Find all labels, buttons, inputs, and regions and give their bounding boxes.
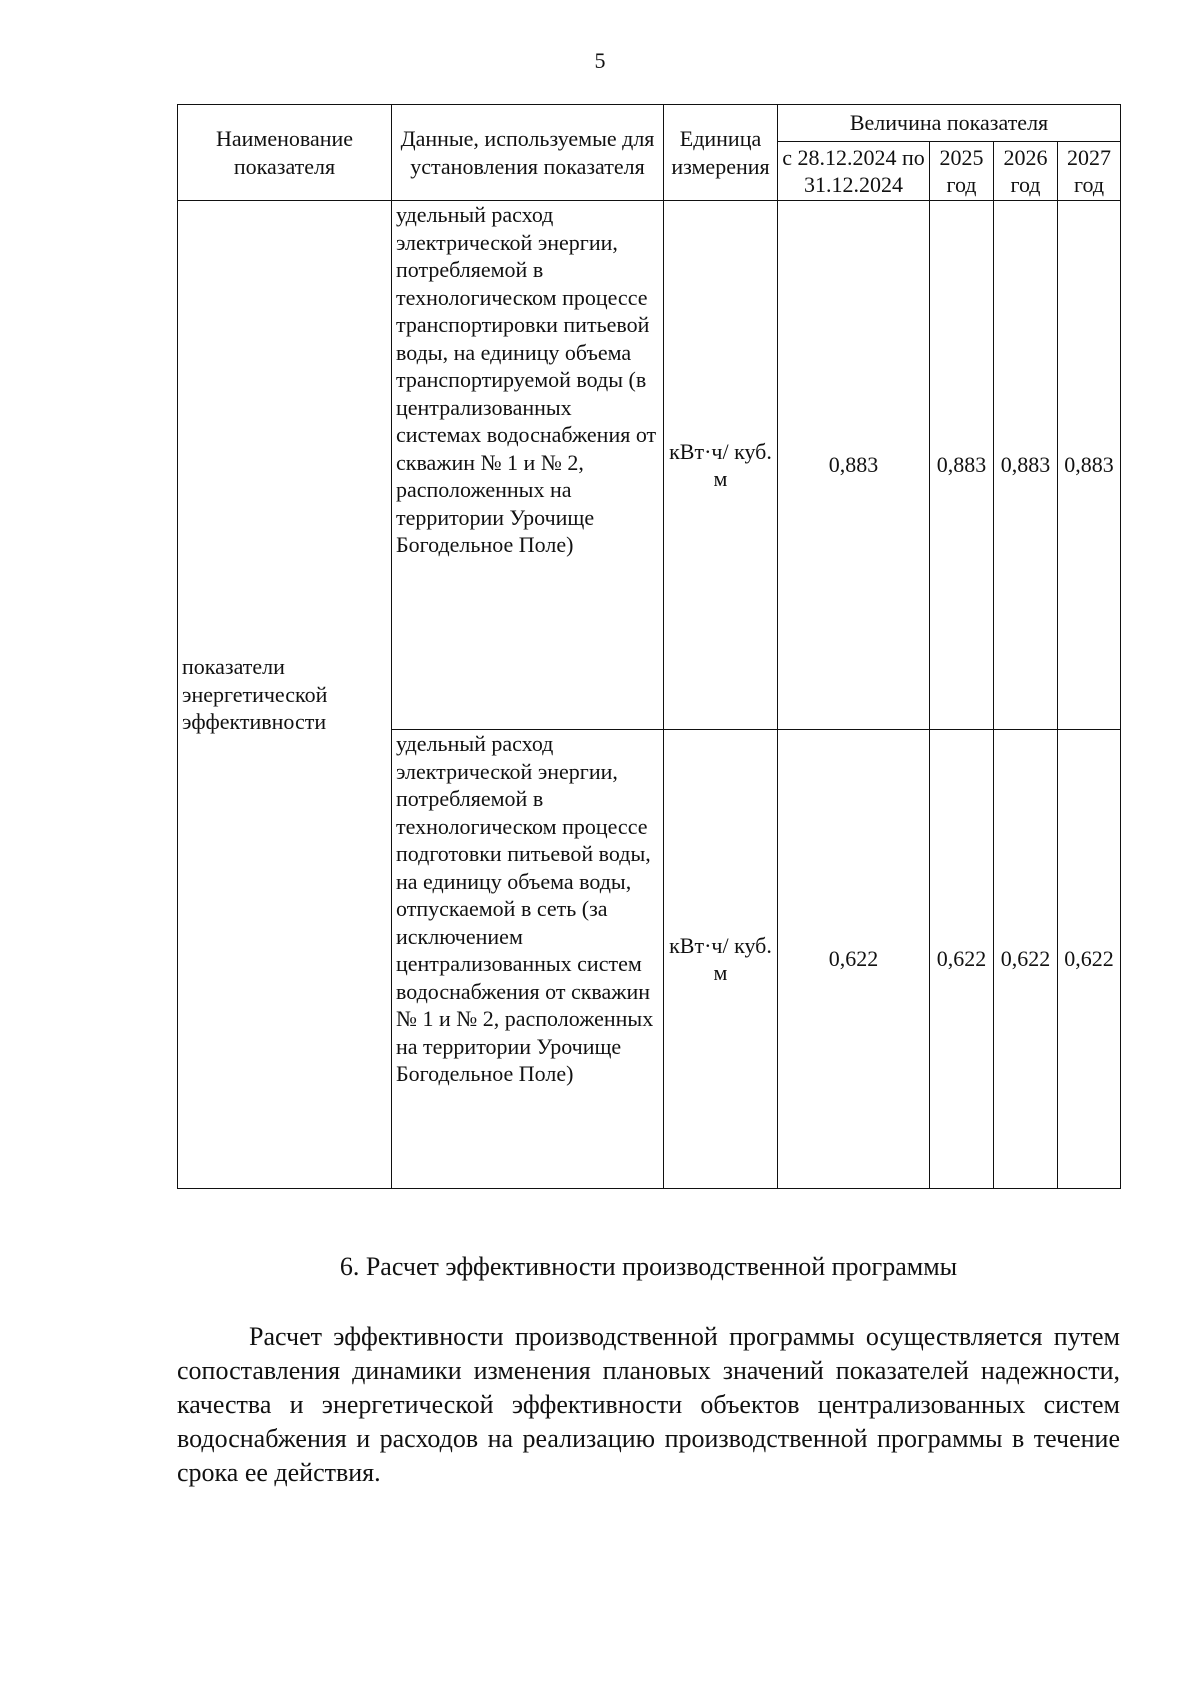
value-2025: 0,622 [930, 730, 994, 1189]
value-2025: 0,883 [930, 201, 994, 730]
indicator-unit: кВт·ч/ куб. м [664, 730, 778, 1189]
value-2027: 0,883 [1058, 201, 1121, 730]
value-period-2024: 0,883 [778, 201, 930, 730]
value-2026: 0,622 [994, 730, 1058, 1189]
indicator-group-name: показатели энергетической эффективности [178, 201, 392, 1189]
header-data-used: Данные, используемые для установления показателя [392, 105, 664, 201]
indicator-unit: кВт·ч/ куб. м [664, 201, 778, 730]
header-year-2025: 2025 год [930, 142, 994, 201]
header-value-group: Величина показателя [778, 105, 1121, 142]
value-2026: 0,883 [994, 201, 1058, 730]
table-row [178, 201, 1121, 730]
section-heading: 6. Расчет эффективности производственной программы [339, 1252, 958, 1281]
header-unit: Единица измерения [664, 105, 778, 201]
indicator-description: удельный расход электрической энергии, потребляемой в технологическом процессе подготовки питьевой воды, на единицу объема воды, отпускаемой в сеть (за исключением централизованных систем водоснабжения от скважин № 1 и № 2, расположенных на территории Урочище Богодельное Поле) [392, 730, 664, 1189]
header-indicator-name: Наименование показателя [178, 105, 392, 201]
header-period-2024: с 28.12.2024 по 31.12.2024 [778, 142, 930, 201]
header-year-2027: 2027 год [1058, 142, 1121, 201]
value-2027: 0,622 [1058, 730, 1121, 1189]
value-period-2024: 0,622 [778, 730, 930, 1189]
indicators-table [177, 104, 1121, 1189]
section-paragraph: Расчет эффективности производственной программы осуществляется путем сопоставления динамики изменения плановых значений показателей надежности, качества и энергетической эффективности объектов централизованных систем водоснабжения и расходов на реализацию производственной программы в течение срока ее действия. [177, 1322, 1120, 1487]
indicator-description: удельный расход электрической энергии, потребляемой в технологическом процессе транспортировки питьевой воды, на единицу объема транспортируемой воды (в централизованных системах водоснабжения от скважин № 1 и № 2, расположенных на территории Урочище Богодельное Поле) [392, 201, 664, 730]
page-number: 5 [594, 48, 606, 73]
header-year-2026: 2026 год [994, 142, 1058, 201]
